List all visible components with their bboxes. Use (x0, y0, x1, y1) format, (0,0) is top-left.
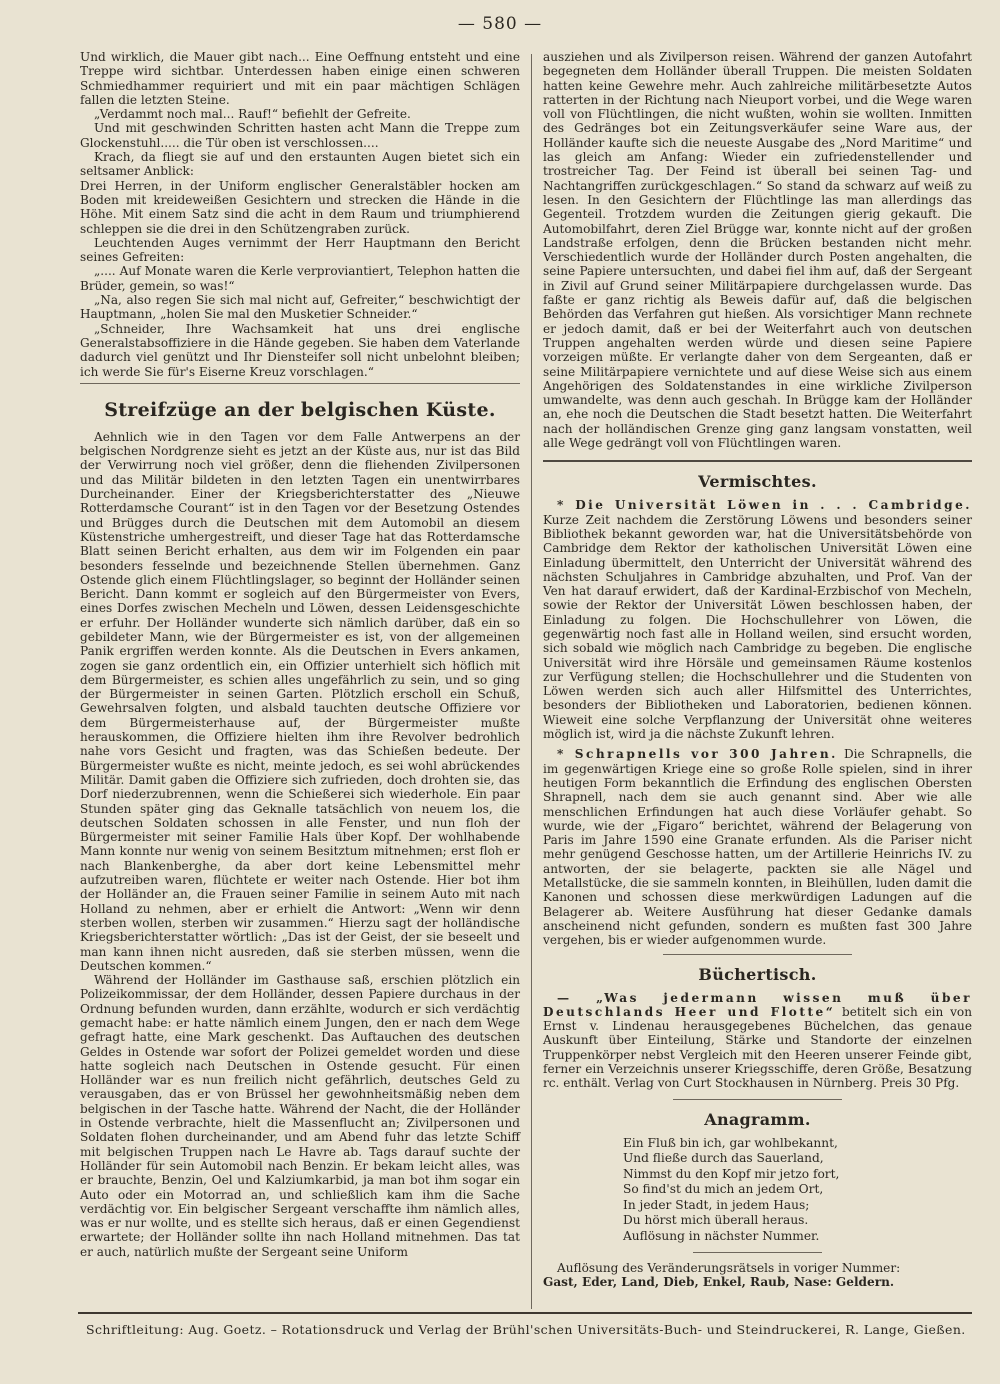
story-paragraph: „.... Auf Monate waren die Kerle verproviantiert, Telephon hatten die Brüder, gemein, so was!“ (80, 264, 520, 293)
book-notice (543, 991, 972, 1091)
story-paragraph: Krach, da fliegt sie auf und den erstaunten Augen bietet sich ein seltsamer Anblick: (80, 150, 520, 179)
poem-line: Nimmst du den Kopf mir jetzo fort, (623, 1166, 840, 1181)
book-text: betitelt sich ein von Ernst v. Lindenau herausgegebenes Büchelchen, das genaue Auskunft über Einteilung, Stärke und Standorte der einzelnen Truppenkörper nebst Vergleich mit den Heeren unserer Feinde gibt, ferner ein Verzeichnis unserer Kriegsschiffe, deren Größe, Besatzung rc. enthält. Verlag von Curt Stockhausen in Nürnberg. Preis 30 Pfg. (543, 1004, 972, 1091)
poem-line: Auflösung in nächster Nummer. (623, 1228, 820, 1243)
news-item-title: * Schrapnells vor 300 Jahren. (557, 747, 838, 762)
book-title: — „Was jedermann wissen muß über Deutschlands Heer und Flotte“ (543, 990, 972, 1019)
story-paragraph: Drei Herren, in der Uniform englischer Generalstäbler hocken am Boden mit kreideweißen Gesichtern und strecken die Hände in die Höhe. Mit einem Satz sind die acht in dem Raum und triumphierend schleppen sie die drei in den Schützengraben zurück. (80, 178, 520, 236)
section-rule (543, 460, 972, 462)
story-paragraph: Und mit geschwinden Schritten hasten acht Mann die Treppe zum Glockenstuhl..... die Tür oben ist verschlossen.... (80, 121, 520, 150)
article-continuation: ausziehen und als Zivilperson reisen. Während der ganzen Autofahrt begegneten dem Holländer überall Truppen. Die meisten Soldaten hatten keine Gewehre mehr. Auch zahlreiche militärbesetzte Autos ratterten in der Richtung nach Nieuport vorbei, und die Wege waren voll von Flüchtlingen, die nicht wußten, wohin sie wollten. Inmitten des Gedränges bot ein Zeitungsverkäufer seine Ware aus, der Holländer kaufte sich die neueste Ausgabe des „Nord Maritime“ und las gleich am Anfang: Wieder ein zufriedenstellender und trostreicher Tag. Der Feind ist überall bei seinen Tag- und Nachtangriffen zurückgeschlagen.“ So stand da schwarz auf weiß zu lesen. In den Gesichtern der Flüchtlinge las man allerdings das Gegenteil. Trotzdem wurden die Zeitungen gierig gekauft. Die Automobilfahrt, deren Ziel Brügge war, konnte nicht auf der großen Landstraße erfolgen, denn die Brücken bestanden nicht mehr. Verschiedentlich wurde der Holländer durch Posten angehalten, die seine Papiere untersuchten, und dabei fiel ihm auf, daß der Sergeant in Zivil auf Grund seiner Militärpapiere durchgelassen wurde. Das faßte er ganz richtig als Beweis dafür auf, daß die belgischen Behörden das Verfahren gut hießen. Als vorsichtiger Mann rechnete er jedoch damit, daß er bei der Weiterfahrt auch von deutschen Truppen angehalten werden würde und diesen seine Papiere vorzeigen müßte. Er verlangte daher von dem Sergeanten, daß er seine Militärpapiere vernichtete und auf diese Weise sich aus einem Angehörigen des Soldatenstandes in eine wirkliche Zivilperson umwandelte, was denn auch geschah. In Brügge kam der Holländer an, ehe noch die Deutschen die Stadt besetzt hatten. Die Weiterfahrt nach der holländischen Grenze ging ganz langsam vonstatten, weil alle Wege gedrängt voll von Flüchtlingen waren. (543, 50, 972, 451)
poem-line: Ein Fluß bin ich, gar wohlbekannt, (623, 1135, 838, 1150)
section-rule (80, 383, 520, 384)
poem-line: Und fließe durch das Sauerland, (623, 1151, 824, 1166)
news-item-text: Die Schrapnells, die im gegenwärtigen Kriege eine so große Rolle spielen, sind in ihrer heutigen Form bekanntlich die Erfindung des englischen Obersten Shrapnell, nach dem sie auch genannt sind. Aber wie alle menschlichen Erfindungen hat auch diese Vorläufer gehabt. So wurde, wie der „Figaro“ berichtet, während der Belagerung von Paris im Jahre 1590 eine Granate erfunden. Als die Pariser nicht mehr genügend Geschosse hatten, um der Artillerie Heinrichs IV. zu antworten, der sie belagerte, packten sie alle Nägel und Metallstücke, die sie sammeln konnten, in Bleihüllen, luden damit die Kanonen und schossen diese merkwürdigen Ladungen auf die Belagerer ab. Weitere Ausführung hat dieser Gedanke damals anscheinend nicht gefunden, sondern es mußten fast 300 Jahre vergehen, bis er wieder aufgenommen wurde. (543, 747, 972, 948)
riddle-solution (543, 1261, 972, 1290)
story-paragraph: „Verdammt noch mal... Rauf!“ befiehlt der Gefreite. (94, 107, 411, 122)
article-heading: Streifzüge an der belgischen Küste. (104, 398, 496, 421)
solution-words: Gast, Eder, Land, Dieb, Enkel, Raub, Nase: Geldern. (543, 1275, 895, 1290)
news-item (543, 498, 972, 741)
poem-line: In jeder Stadt, in jedem Haus; (623, 1197, 810, 1212)
section-heading-buechertisch: Büchertisch. (698, 964, 817, 984)
solution-label: Auflösung des Veränderungsrätsels in voriger Nummer: (557, 1261, 901, 1276)
poem-line: Du hörst mich überall heraus. (623, 1213, 809, 1228)
imprint-footer: Schriftleitung: Aug. Goetz. – Rotationsdruck und Verlag der Brühl'schen Universitäts-Buch- und Steindruckerei, R. Lange, Gießen. (86, 1322, 966, 1337)
news-item (543, 747, 972, 947)
poem-line: So find'st du mich an jedem Ort, (623, 1182, 824, 1197)
page-number: — 580 — (457, 14, 543, 34)
news-item-text: Kurze Zeit nachdem die Zerstörung Löwens und besonders seiner Bibliothek bekannt geworden war, hat die Universitätsbehörde von Cambridge dem Rektor der katholischen Universität Löwen eine Einladung übermittelt, den Unterricht der Universität während des nächsten Schuljahres in Cambridge abzuhalten, und Prof. Van der Ven hat darauf erwidert, daß der Kardinal-Erzbischof von Mecheln, sowie der Rektor der Universität Löwen beschlossen haben, der Einladung zu folgen. Die Hochschullehrer von Löwen, die gegenwärtig noch fast alle in Holland weilen, sind ersucht worden, sich sobald wie möglich nach Cambridge zu begeben. Die englische Universität wird ihre Hörsäle und gemeinsamen Räume kostenlos zur Verfügung stellen; die Hochschullehrer und die Studenten von Löwen werden sich auch aller Hilfsmittel des Unterrichtes, besonders der Bibliotheken und Laboratorien, bedienen können. Wieweit eine solche Verpflanzung der Universität ohne weiteres möglich ist, wird ja die nächste Zukunft lehren. (543, 512, 972, 742)
section-rule (693, 1252, 822, 1253)
story-paragraph: „Na, also regen Sie sich mal nicht auf, Gefreiter,“ beschwichtigt der Hauptmann, „holen Sie mal den Musketier Schneider.“ (80, 293, 520, 322)
right-column (543, 50, 972, 1290)
story-paragraph: Leuchtenden Auges vernimmt der Herr Hauptmann den Bericht seines Gefreiten: (80, 235, 520, 265)
article-paragraph: Aehnlich wie in den Tagen vor dem Falle Antwerpens an der belgischen Nordgrenze sieht es jetzt an der Küste aus, nur ist das Bild der Verwirrung noch viel größer, denn die fliehenden Zivilpersonen und das Militär bildeten in den letzten Tagen ein unentwirrbares Durcheinander. Einer der Kriegsberichterstatter des „Nieuwe Rotterdamsche Courant“ ist in den Tagen vor der Besetzung Ostendes und Brügges durch die Deutschen mit dem Automobil an diesem Küstenstriche umhergestreift, und dieser Tage hat das Rotterdamsche Blatt seinen Bericht erhalten, aus dem wir im Folgenden ein paar besonders fesselnde und bezeichnende Stellen übernehmen. Ganz Ostende glich einem Flüchtlingslager, so beginnt der Holländer seinen Bericht. Dann kommt er sogleich auf den Bürgermeister von Evers, eines Dorfes zwischen Mecheln und Löwen, dessen Leidensgeschichte er erfuhr. Der Holländer wunderte sich nämlich darüber, daß ein so gebildeter Mann, wie der Bürgermeister es ist, von der allgemeinen Panik ergriffen werden konnte. Als die Deutschen in Evers ankamen, zogen sie ganz ordentlich ein, ein Offizier unterhielt sich höflich mit dem Bürgermeister, es schien alles ungefährlich zu sein, und so ging der Bürgermeister in seinen Garten. Plötzlich erscholl ein Schuß, Gewehrsalven folgten, und alsbald tauchten deutsche Offiziere vor dem Bürgermeisterhause auf, der Bürgermeister mußte herauskommen, die Offiziere hielten ihm ihre Revolver bedrohlich nahe vors Gesicht und fragten, was das Schießen bedeute. Der Bürgermeister wußte es nicht, meinte jedoch, es sei wohl abrückendes Militär. Damit gaben die Offiziere sich zufrieden, doch drohten sie, das Dorf niederzubrennen, wenn die Schießerei sich wiederhole. Ein paar Stunden später ging das Geknalle tatsächlich von neuem los, die deutschen Soldaten schossen in alle Fenster, und nun floh der Bürgermeister mit seiner Familie Hals über Kopf. Der wohlhabende Mann konnte nur wenig von seinem Besitztum mitnehmen; erst floh er nach Blankenberghe, da aber dort keine Lebensmittel mehr aufzutreiben waren, flüchtete er weiter nach Ostende. Hier bot ihm der Holländer an, die Frauen seiner Familie in seinem Auto mit nach Holland zu nehmen, aber er erhielt die Antwort: „Wenn wir denn sterben wollen, sterben wir zusammen.“ Hierzu sagt der holländische Kriegsberichterstatter wörtlich: „Das ist der Geist, der sie beseelt und man kann ihnen nicht ausreden, daß sie sterben müssen, wenn die Deutschen kommen.“ (80, 429, 520, 973)
article-paragraph: Während der Holländer im Gasthause saß, erschien plötzlich ein Polizeikommissar, der dem Holländer, dessen Papiere durchaus in der Ordnung befunden wurden, dann erzählte, wodurch er sich verdächtig gemacht habe: er hatte nämlich einem Jungen, den er nach dem Wege gefragt hatte, eine Mark geschenkt. Das Auftauchen des deutschen Geldes in Ostende war sofort der Polizei gemeldet worden und diese hatte sogleich nach Deutschen in Ostende gesucht. Für einen Holländer war es nun freilich nicht gefährlich, deutsches Geld zu verausgaben, das er von Brüssel her gewohnheitsmäßig neben dem belgischen in der Tasche hatte. Während der Nacht, die der Holländer in Ostende verbrachte, hielt die Massenflucht an; Zivilpersonen und Soldaten flohen durcheinander, und am Abend fuhr das letzte Schiff mit belgischen Truppen nach Le Havre ab. Tags darauf suchte der Holländer für sein Automobil nach Benzin. Er bekam leicht alles, was er brauchte, Benzin, Oel und Kalziumkarbid, ja man bot ihm sogar ein Auto oder ein Motorrad an, und schließlich kam ihm die Sache verdächtig vor. Ein belgischer Sergeant verschaffte ihm nämlich alles, was er nur wollte, und es stellte sich heraus, daß er einen Gegendienst erwartete; der Holländer sollte ihn nach Holland mitnehmen. Das tat er auch, natürlich mußte der Sergeant seine Uniform (80, 973, 520, 1259)
left-column (80, 50, 520, 1259)
story-paragraph: „Schneider, Ihre Wachsamkeit hat uns drei englische Generalstabsoffiziere in die Hände gegeben. Sie haben dem Vaterlande dadurch viel genützt und Ihr Diensteifer soll nicht unbelohnt bleiben; ich werde Sie für's Eiserne Kreuz vorschlagen.“ (80, 321, 520, 379)
footer-rule (78, 1312, 972, 1314)
story-paragraph: Und wirklich, die Mauer gibt nach... Eine Oeffnung entsteht und eine Treppe wird sichtbar. Unterdessen haben einige einen schweren Schmiedhammer requiriert und mit ein paar mächtigen Schlägen fallen die letzten Steine. (80, 50, 520, 107)
section-heading-anagramm: Anagramm. (704, 1109, 811, 1129)
section-heading-vermischtes: Vermischtes. (698, 472, 817, 492)
news-item-title: * Die Universität Löwen in . . . Cambridge. (557, 498, 972, 513)
column-divider (531, 54, 532, 1309)
anagram-poem (623, 1136, 972, 1245)
section-rule (673, 1099, 842, 1100)
section-rule (663, 954, 852, 955)
